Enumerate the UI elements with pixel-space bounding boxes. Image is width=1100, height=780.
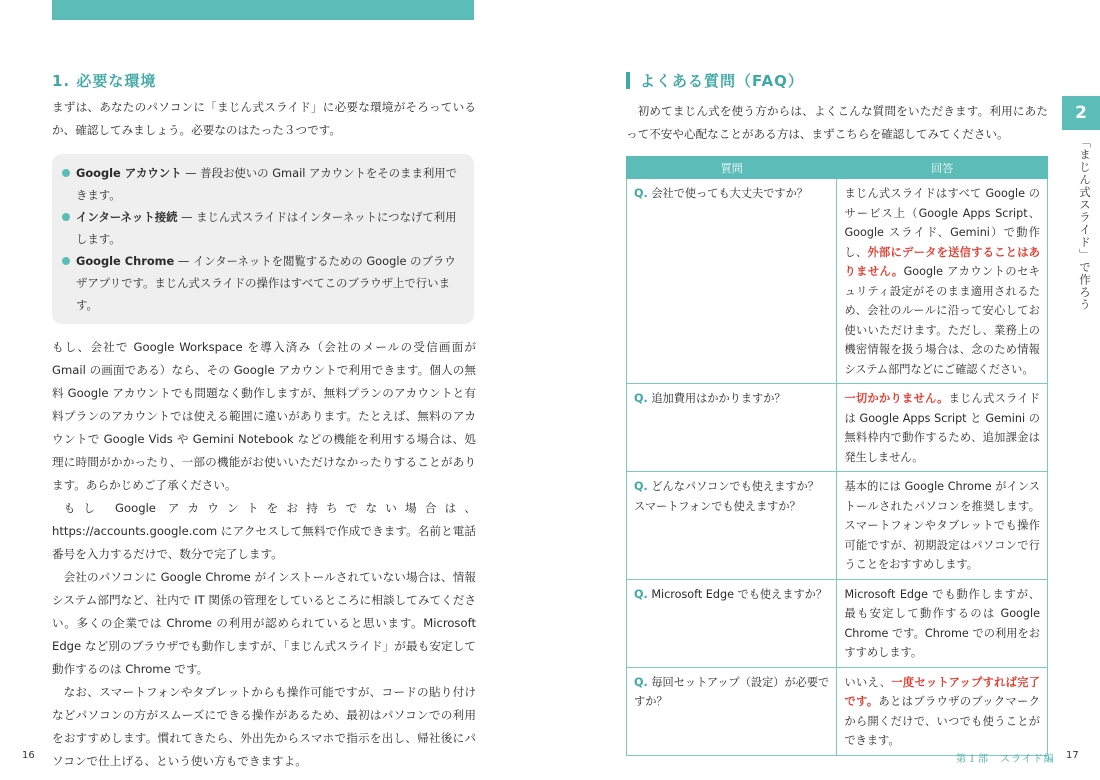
body-text	[52, 336, 476, 773]
requirement-term: インターネット接続	[76, 210, 178, 224]
header-question: 質問	[627, 157, 837, 179]
question-text: どんなパソコンでも使えますか？スマートフォンでも使えますか？	[634, 480, 819, 513]
answer-text: いいえ、	[844, 675, 892, 689]
section-heading-requirements: 1. 必要な環境	[52, 72, 157, 90]
question-text: 会社で使っても大丈夫ですか？	[651, 187, 808, 200]
faq-answer	[837, 667, 1048, 755]
faq-row	[627, 472, 1048, 580]
faq-row	[627, 579, 1048, 667]
footer-section-label: 第１部 スライド編	[956, 754, 1055, 765]
answer-text: まじん式スライドはすべて Google のサービス上（Google Apps Script、Google スライド、Gemini）で動作し、	[844, 187, 1040, 259]
answer-highlight: 一切かかりません。	[844, 392, 949, 405]
answer-text: 基本的には Google Chrome がインストールされたパソコンを推奨します。スマートフォンやタブレットでも操作可能ですが、初期設定はパソコンで行うことをおすすめします。	[844, 480, 1040, 571]
body-paragraph: もし、会社で Google Workspace を導入済み（会社のメールの受信画面が Gmail の画面である）なら、その Google アカウントで利用できます。個人の無料 Google アカウントでも問題なく動作しますが、無料プランのアカウントと有料プランのアカウントでは使える範囲に違いがあります。たとえば、無料のアカウントで Google Vids や Gemini Notebook などの機能を利用する場合は、処理に時間がかかったり、一部の機能がお使いいただけなかったりすることがあります。あらかじめご了承ください。	[52, 340, 476, 492]
requirement-desc: — 普段お使いの Gmail アカウントをそのまま利用できます。	[76, 166, 458, 202]
body-paragraph: なお、スマートフォンやタブレットからも操作可能ですが、コードの貼り付けなどパソコンの方がスムーズにできる操作があるため、最初はパソコンでの利用をおすすめします。慣れてきたら、外出先からスマホで指示を出し、帰社後にパソコンで仕上げる、という使い方もできますよ。	[52, 685, 476, 768]
bullet-icon	[62, 257, 70, 265]
heading-marker-icon	[626, 72, 630, 89]
faq-intro-paragraph: 初めてまじん式を使う方からは、よくこんな質問をいただきます。利用にあたって不安や心配なことがある方は、まずこちらを確認してみてください。	[626, 104, 1048, 141]
body-paragraph: もし Google アカウントをお持ちでない場合は、https://accounts.google.com にアクセスして無料で作成できます。名前と電話番号を入力するだけで、数分で完了します。	[52, 501, 476, 561]
faq-header-row	[627, 157, 1048, 179]
answer-text: Microsoft Edge でも動作しますが、最も安定して動作するのは Google Chrome です。Chrome での利用をおすすめします。	[844, 587, 1040, 659]
requirement-term: Google Chrome	[76, 254, 175, 268]
faq-question	[627, 179, 837, 384]
faq-question	[627, 472, 837, 580]
faq-question	[627, 667, 837, 755]
question-text: 追加費用はかかりますか？	[651, 392, 786, 405]
faq-question	[627, 579, 837, 667]
answer-highlight: 外部にデータを送信することはありません。	[844, 245, 1040, 278]
answer-text: Google アカウントのセキュリティ設定がそのまま適用されるため、会社のルールに沿って安心してお使いいただけます。ただし、業務上の機密情報を扱う場合は、念のため情報システム部門などにご確認ください。	[844, 265, 1040, 376]
faq-row	[627, 384, 1048, 472]
bullet-icon	[62, 213, 70, 221]
faq-answer	[837, 179, 1048, 384]
faq-answer	[837, 472, 1048, 580]
faq-heading-text: よくある質問（FAQ）	[640, 72, 804, 90]
question-text: Microsoft Edge でも使えますか？	[651, 587, 828, 601]
body-paragraph: 会社のパソコンに Google Chrome がインストールされていない場合は、情報システム部門など、社内で IT 関係の管理をしているところに相談してみてください。多くの企業では Chrome の利用が認められていると思います。Microsoft Edge など別のブラウザでも動作しますが、「まじん式スライド」が最も安定して動作するのは Chrome です。	[52, 570, 476, 676]
chapter-tab-number: 2	[1062, 96, 1100, 130]
requirement-item	[66, 250, 460, 316]
requirements-box	[52, 154, 474, 324]
top-accent-bar	[52, 0, 474, 20]
question-text: 毎回セットアップ（設定）が必要ですか？	[634, 675, 830, 708]
faq-answer	[837, 384, 1048, 472]
page-number-left: 16	[22, 750, 35, 761]
q-prefix: Q.	[634, 187, 648, 200]
chapter-tab-label: 「まじん式スライド」で作ろう	[1078, 136, 1092, 311]
faq-row	[627, 179, 1048, 384]
faq-row	[627, 667, 1048, 755]
faq-question	[627, 384, 837, 472]
faq-answer	[837, 579, 1048, 667]
page-number-right: 17	[1066, 750, 1079, 761]
bullet-icon	[62, 169, 70, 177]
faq-table	[626, 156, 1048, 756]
requirement-term: Google アカウント	[76, 166, 182, 180]
requirement-desc: — まじん式スライドはインターネットにつなげて利用します。	[76, 210, 457, 246]
answer-text: まじん式スライドは Google Apps Script と Gemini の無料枠内で動作するため、追加課金は発生しません。	[844, 392, 1040, 464]
q-prefix: Q.	[634, 587, 648, 601]
answer-text: あとはブラウザのブックマークから開くだけで、いつでも使うことができます。	[844, 695, 1040, 747]
requirement-desc: — インターネットを閲覧するための Google のブラウザアプリです。まじん式スライドの操作はすべてこのブラウザ上で行います。	[76, 254, 456, 312]
header-answer: 回答	[837, 157, 1048, 179]
answer-highlight: 一度セットアップすれば完了です。	[844, 675, 1040, 708]
section-heading-faq	[626, 70, 804, 91]
q-prefix: Q.	[634, 392, 648, 405]
intro-paragraph: まずは、あなたのパソコンに「まじん式スライド」に必要な環境がそろっているか、確認してみましょう。必要なのはたった３つです。	[52, 100, 476, 137]
q-prefix: Q.	[634, 480, 648, 493]
requirement-item	[66, 162, 460, 206]
q-prefix: Q.	[634, 675, 648, 689]
requirement-item	[66, 206, 460, 250]
